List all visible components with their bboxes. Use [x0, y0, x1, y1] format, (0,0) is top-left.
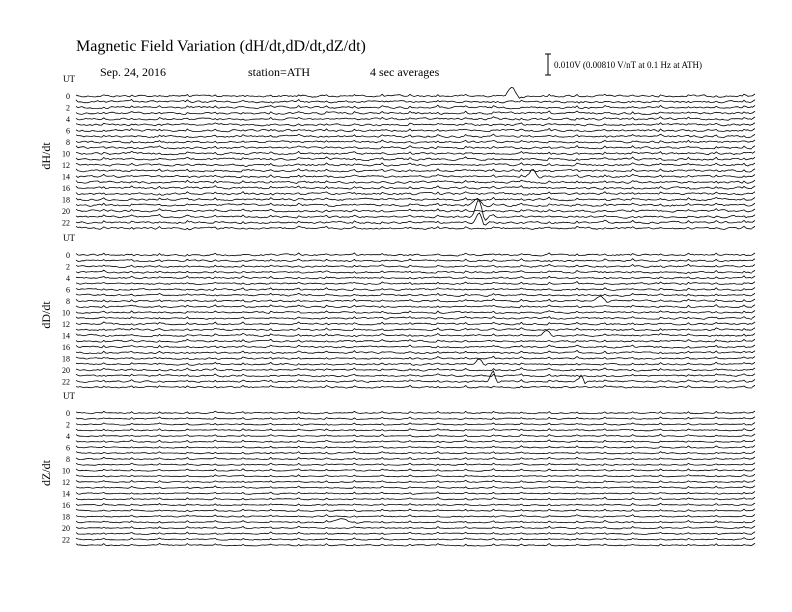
trace-end-tick	[752, 469, 755, 471]
hour-label-4: 4	[66, 115, 70, 124]
trace-end-tick	[752, 140, 755, 142]
trace-end-tick	[752, 503, 755, 505]
trace-end-tick	[752, 221, 755, 223]
trace-line	[76, 311, 752, 314]
hour-label-6: 6	[66, 285, 70, 295]
hour-label-2: 2	[66, 262, 70, 272]
trace-line	[76, 264, 752, 267]
trace-line	[76, 356, 752, 359]
trace-end-tick	[752, 316, 755, 318]
trace-line	[76, 451, 752, 454]
trace-end-tick	[752, 198, 755, 200]
trace-line	[76, 339, 752, 342]
trace-line	[76, 519, 752, 524]
trace-end-tick	[752, 175, 755, 177]
trace-line	[76, 288, 752, 291]
hour-label-12: 12	[62, 161, 70, 170]
trace-line	[76, 385, 752, 388]
trace-end-tick	[752, 423, 755, 425]
trace-line	[76, 440, 752, 443]
trace-end-tick	[752, 480, 755, 482]
hour-label-20: 20	[62, 524, 70, 533]
panel-ylabel: dZ/dt	[39, 460, 53, 486]
trace-end-tick	[752, 440, 755, 442]
trace-line	[76, 111, 752, 115]
trace-line	[76, 146, 752, 149]
trace-end-tick	[752, 509, 755, 511]
hour-label-20: 20	[62, 207, 70, 216]
hour-label-18: 18	[62, 512, 70, 522]
trace-line	[76, 503, 752, 505]
trace-end-tick	[752, 305, 755, 307]
trace-end-tick	[752, 328, 755, 330]
trace-line	[76, 526, 752, 529]
hour-label-16: 16	[62, 184, 70, 193]
trace-line	[76, 331, 752, 337]
panel-dhdt	[39, 74, 755, 230]
trace-end-tick	[752, 293, 755, 295]
trace-end-tick	[752, 451, 755, 453]
trace-end-tick	[752, 123, 755, 125]
trace-line	[76, 417, 752, 420]
trace-end-tick	[752, 299, 755, 301]
trace-line	[76, 192, 752, 196]
trace-end-tick	[752, 209, 755, 211]
hour-label-14: 14	[62, 489, 70, 499]
trace-end-tick	[752, 259, 755, 261]
trace-end-tick	[752, 134, 755, 136]
trace-end-tick	[752, 385, 755, 387]
trace-line	[76, 226, 752, 230]
trace-line	[76, 180, 752, 183]
chart-title: Magnetic Field Variation (dH/dt,dD/dt,dZ/dt)	[76, 38, 366, 55]
trace-line	[76, 123, 752, 126]
trace-line	[76, 276, 752, 279]
trace-end-tick	[752, 492, 755, 494]
trace-end-tick	[752, 282, 755, 284]
trace-end-tick	[752, 146, 755, 148]
trace-end-tick	[752, 152, 755, 154]
trace-line	[76, 293, 752, 296]
hour-label-8: 8	[66, 455, 70, 464]
trace-line	[76, 463, 752, 465]
trace-line	[76, 469, 752, 472]
trace-end-tick	[752, 339, 755, 341]
trace-end-tick	[752, 368, 755, 370]
trace-end-tick	[752, 106, 755, 108]
trace-end-tick	[752, 457, 755, 459]
trace-end-tick	[752, 276, 755, 278]
trace-line	[76, 253, 752, 256]
trace-line	[76, 140, 752, 143]
trace-line	[76, 105, 752, 109]
trace-end-tick	[752, 515, 755, 517]
trace-line	[76, 480, 752, 483]
trace-end-tick	[752, 111, 755, 113]
trace-end-tick	[752, 532, 755, 534]
hour-label-10: 10	[62, 149, 70, 159]
trace-end-tick	[752, 265, 755, 267]
trace-line	[76, 186, 752, 190]
trace-end-tick	[752, 311, 755, 313]
trace-end-tick	[752, 463, 755, 465]
hour-label-20: 20	[62, 366, 70, 375]
scale-label: 0.010V (0.00810 V/nT at 0.1 Hz at ATH)	[554, 60, 702, 70]
hour-label-8: 8	[66, 297, 70, 306]
trace-line	[76, 374, 752, 377]
trace-line	[76, 446, 752, 449]
trace-end-tick	[752, 497, 755, 499]
trace-line	[76, 134, 752, 138]
averaging-label: 4 sec averages	[370, 65, 440, 79]
trace-line	[76, 88, 752, 99]
trace-end-tick	[752, 380, 755, 382]
hour-label-16: 16	[62, 501, 70, 510]
trace-line	[76, 434, 752, 437]
trace-line	[76, 128, 752, 131]
trace-end-tick	[752, 94, 755, 96]
panel-dddt	[39, 233, 755, 388]
trace-end-tick	[752, 270, 755, 272]
trace-end-tick	[752, 215, 755, 217]
trace-line	[76, 411, 752, 414]
hour-label-10: 10	[62, 308, 70, 318]
trace-line	[76, 270, 752, 273]
scale-bar	[545, 54, 551, 75]
trace-line	[76, 305, 752, 308]
trace-line	[76, 163, 752, 167]
station-label: station=ATH	[248, 65, 311, 79]
trace-line	[76, 100, 752, 104]
ut-label: UT	[63, 233, 75, 243]
trace-line	[76, 317, 752, 320]
trace-end-tick	[752, 351, 755, 353]
trace-end-tick	[752, 129, 755, 131]
panel-ylabel: dH/dt	[39, 142, 53, 170]
hour-label-14: 14	[62, 331, 70, 341]
trace-end-tick	[752, 322, 755, 324]
hour-label-18: 18	[62, 354, 70, 364]
trace-end-tick	[752, 474, 755, 476]
panel-ylabel: dD/dt	[39, 301, 53, 329]
trace-end-tick	[752, 100, 755, 102]
trace-end-tick	[752, 169, 755, 171]
trace-end-tick	[752, 486, 755, 488]
hour-label-12: 12	[62, 478, 70, 487]
trace-end-tick	[752, 288, 755, 290]
trace-end-tick	[752, 543, 755, 545]
trace-end-tick	[752, 163, 755, 165]
trace-end-tick	[752, 526, 755, 528]
hour-label-2: 2	[66, 420, 70, 430]
trace-line	[76, 213, 752, 225]
hour-label-4: 4	[66, 274, 70, 283]
trace-line	[76, 151, 752, 155]
trace-line	[76, 429, 752, 431]
hour-label-22: 22	[62, 218, 70, 228]
trace-end-tick	[752, 538, 755, 540]
trace-line	[76, 497, 752, 500]
trace-line	[76, 157, 752, 161]
trace-end-tick	[752, 226, 755, 228]
hour-label-2: 2	[66, 103, 70, 113]
trace-line	[76, 371, 752, 384]
trace-line	[76, 209, 752, 213]
hour-label-0: 0	[66, 409, 70, 418]
trace-line	[76, 538, 752, 540]
hour-label-14: 14	[62, 172, 70, 182]
trace-line	[76, 117, 752, 121]
trace-end-tick	[752, 357, 755, 359]
hour-label-22: 22	[62, 377, 70, 387]
trace-line	[76, 359, 752, 365]
trace-end-tick	[752, 117, 755, 119]
trace-line	[76, 350, 752, 353]
date-label: Sep. 24, 2016	[100, 65, 166, 79]
hour-label-6: 6	[66, 443, 70, 453]
trace-line	[76, 486, 752, 489]
trace-end-tick	[752, 186, 755, 188]
trace-line	[76, 259, 752, 262]
trace-end-tick	[752, 192, 755, 194]
trace-line	[76, 282, 752, 285]
hour-label-16: 16	[62, 343, 70, 352]
hour-label-12: 12	[62, 320, 70, 329]
trace-end-tick	[752, 253, 755, 255]
trace-line	[76, 296, 752, 302]
hour-label-8: 8	[66, 138, 70, 147]
trace-end-tick	[752, 411, 755, 413]
trace-line	[76, 492, 752, 494]
trace-end-tick	[752, 428, 755, 430]
trace-end-tick	[752, 417, 755, 419]
trace-line	[76, 197, 752, 201]
trace-line	[76, 328, 752, 331]
trace-line	[76, 345, 752, 348]
trace-line	[76, 544, 752, 547]
trace-line	[76, 475, 752, 477]
trace-end-tick	[752, 374, 755, 376]
trace-line	[76, 515, 752, 518]
trace-end-tick	[752, 180, 755, 182]
hour-label-0: 0	[66, 251, 70, 260]
trace-end-tick	[752, 520, 755, 522]
trace-line	[76, 169, 752, 172]
trace-line	[76, 368, 752, 371]
hour-label-22: 22	[62, 535, 70, 545]
hour-label-6: 6	[66, 126, 70, 136]
trace-end-tick	[752, 345, 755, 347]
trace-line	[76, 457, 752, 459]
trace-line	[76, 322, 752, 325]
panel-dzdt	[39, 391, 755, 546]
hour-label-18: 18	[62, 195, 70, 205]
trace-end-tick	[752, 157, 755, 159]
trace-line	[76, 509, 752, 511]
hour-label-4: 4	[66, 432, 70, 441]
trace-end-tick	[752, 334, 755, 336]
trace-end-tick	[752, 434, 755, 436]
ut-label: UT	[63, 391, 75, 401]
trace-line	[76, 423, 752, 425]
hour-label-0: 0	[66, 92, 70, 101]
ut-label: UT	[63, 74, 75, 84]
trace-end-tick	[752, 203, 755, 205]
trace-end-tick	[752, 446, 755, 448]
hour-label-10: 10	[62, 466, 70, 476]
trace-end-tick	[752, 362, 755, 364]
trace-line	[76, 532, 752, 535]
